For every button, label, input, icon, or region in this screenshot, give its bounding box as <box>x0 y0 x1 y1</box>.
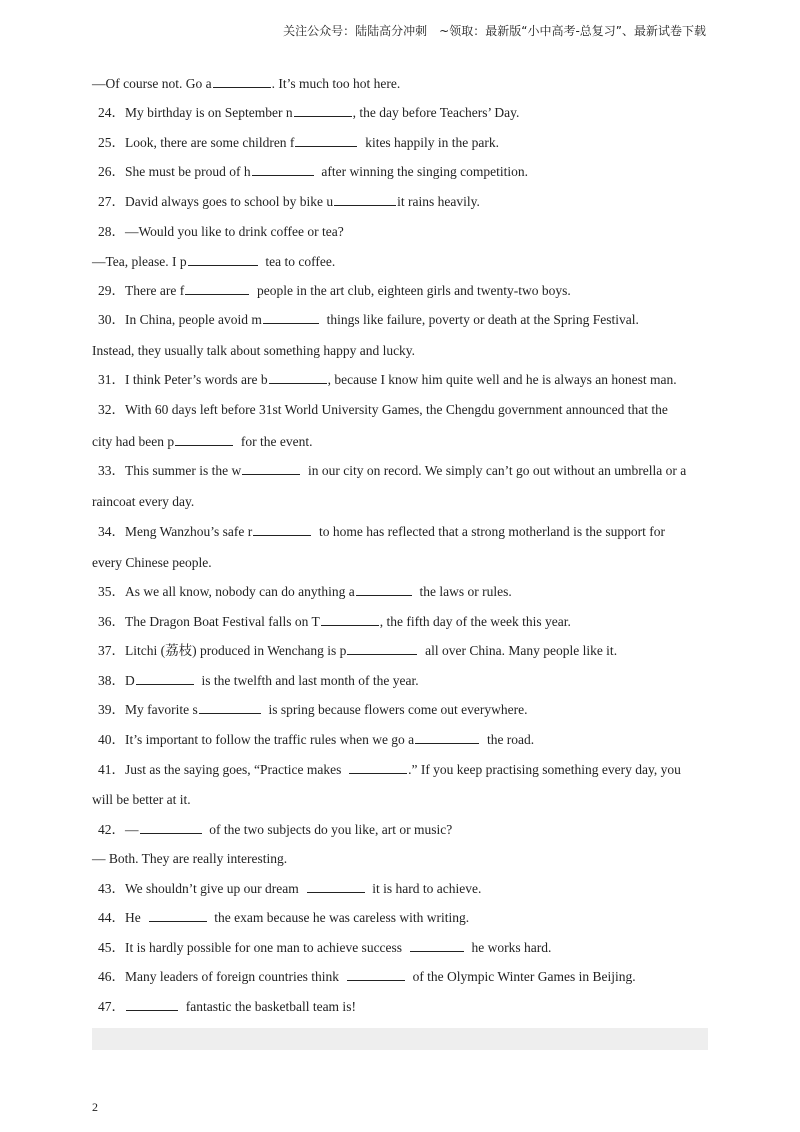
question-line <box>98 642 617 660</box>
answer-blank[interactable] <box>294 104 352 117</box>
line-text: is the twelfth and last month of the year. <box>194 673 419 688</box>
line-text: 37．Litchi (荔枝) produced in Wenchang is p <box>98 643 347 658</box>
line-text: people in the art club, eighteen girls and twenty-two boys. <box>250 283 571 298</box>
answer-area-shading <box>92 1028 708 1050</box>
line-text: 40．It’s important to follow the traffic rules when we go a <box>98 732 415 747</box>
continuation-line <box>92 75 400 93</box>
line-text: 44．He <box>98 910 148 925</box>
question-line <box>98 583 512 601</box>
question-line <box>98 880 481 898</box>
line-text: things like failure, poverty or death at the Spring Festival. <box>319 312 639 327</box>
line-text: kites happily in the park. <box>358 135 500 150</box>
line-text: 45．It is hardly possible for one man to achieve success <box>98 940 409 955</box>
question-line <box>98 282 571 300</box>
line-text: Instead, they usually talk about something happy and lucky. <box>92 343 416 358</box>
question-line <box>98 701 528 719</box>
line-text: .” If you keep practising something every day, you <box>408 762 681 777</box>
line-text: — Both. They are really interesting. <box>92 851 288 866</box>
line-text: will be better at it. <box>92 792 191 807</box>
line-text: is spring because flowers come out everywhere. <box>261 702 528 717</box>
answer-blank[interactable] <box>269 371 327 384</box>
line-text: 28．—Would you like to drink coffee or tea? <box>98 224 344 239</box>
line-text: 42．— <box>98 822 139 837</box>
question-line <box>98 163 528 181</box>
answer-blank[interactable] <box>140 821 202 834</box>
answer-blank[interactable] <box>356 583 412 596</box>
line-text: , because I know him quite well and he is always an honest man. <box>327 372 677 387</box>
line-text: 29．There are f <box>98 283 185 298</box>
question-line <box>98 761 681 779</box>
line-text: raincoat every day. <box>92 494 195 509</box>
line-text: 32．With 60 days left before 31st World University Games, the Chengdu government announced that the <box>98 402 668 417</box>
line-text: 25．Look, there are some children f <box>98 135 295 150</box>
page-header: 关注公众号：陆陆高分冲刺 ~领取：最新版“小中高考-总复习”、最新试卷下载 <box>283 24 706 38</box>
line-text: 39．My favorite s <box>98 702 198 717</box>
line-text: to home has reflected that a strong motherland is the support for <box>312 524 666 539</box>
line-text: , the day before Teachers’ Day. <box>352 105 520 120</box>
continuation-line <box>92 554 212 572</box>
question-line <box>98 462 686 480</box>
line-text: 34．Meng Wanzhou’s safe r <box>98 524 253 539</box>
line-text: 46．Many leaders of foreign countries think <box>98 969 346 984</box>
question-line <box>98 821 452 839</box>
line-text: 35．As we all know, nobody can do anything a <box>98 584 355 599</box>
answer-blank[interactable] <box>321 613 379 626</box>
line-text: the laws or rules. <box>412 584 512 599</box>
line-text: 33．This summer is the w <box>98 463 242 478</box>
question-line <box>98 909 469 927</box>
answer-blank[interactable] <box>252 163 314 176</box>
line-text: , the fifth day of the week this year. <box>379 614 571 629</box>
line-text: for the event. <box>234 434 313 449</box>
line-text: 30．In China, people avoid m <box>98 312 262 327</box>
question-line <box>98 223 344 241</box>
line-text: the exam because he was careless with writing. <box>207 910 470 925</box>
question-line <box>98 968 636 986</box>
line-text: 36．The Dragon Boat Festival falls on T <box>98 614 320 629</box>
continuation-line <box>92 253 335 271</box>
question-line <box>98 371 677 389</box>
line-text: the road. <box>480 732 535 747</box>
answer-blank[interactable] <box>263 311 319 324</box>
question-line <box>98 939 551 957</box>
answer-blank[interactable] <box>188 253 258 266</box>
question-line <box>98 134 499 152</box>
answer-blank[interactable] <box>175 433 233 446</box>
question-line <box>98 731 534 749</box>
line-text: of the Olympic Winter Games in Beijing. <box>405 969 636 984</box>
answer-blank[interactable] <box>253 523 311 536</box>
answer-blank[interactable] <box>199 701 261 714</box>
line-text: it is hard to achieve. <box>365 881 482 896</box>
continuation-line <box>92 342 415 360</box>
continuation-line <box>92 433 312 451</box>
continuation-line <box>92 850 287 868</box>
line-text: after winning the singing competition. <box>314 164 528 179</box>
line-text: . It’s much too hot here. <box>271 76 401 91</box>
line-text: 43．We shouldn’t give up our dream <box>98 881 306 896</box>
question-line <box>98 613 571 631</box>
line-text: he works hard. <box>464 940 552 955</box>
line-text: tea to coffee. <box>258 254 336 269</box>
question-line <box>98 523 665 541</box>
line-text: 26．She must be proud of h <box>98 164 251 179</box>
answer-blank[interactable] <box>415 731 479 744</box>
answer-blank[interactable] <box>126 998 178 1011</box>
page-number: 2 <box>92 1100 98 1114</box>
line-text: of the two subjects do you like, art or music? <box>202 822 453 837</box>
answer-blank[interactable] <box>347 968 405 981</box>
line-text: 47． <box>98 999 125 1014</box>
question-line <box>98 672 419 690</box>
question-line <box>98 193 480 211</box>
answer-blank[interactable] <box>295 134 357 147</box>
answer-blank[interactable] <box>136 672 194 685</box>
line-text: 24．My birthday is on September n <box>98 105 293 120</box>
answer-blank[interactable] <box>307 880 365 893</box>
answer-blank[interactable] <box>149 909 207 922</box>
line-text: —Of course not. Go a <box>92 76 212 91</box>
line-text: every Chinese people. <box>92 555 212 570</box>
line-text: 38．D <box>98 673 135 688</box>
line-text: it rains heavily. <box>397 194 480 209</box>
answer-blank[interactable] <box>213 75 271 88</box>
answer-blank[interactable] <box>349 761 407 774</box>
line-text: in our city on record. We simply can’t go out without an umbrella or a <box>301 463 687 478</box>
line-text: fantastic the basketball team is! <box>179 999 356 1014</box>
question-line <box>98 104 519 122</box>
line-text: 41．Just as the saying goes, “Practice makes <box>98 762 349 777</box>
answer-blank[interactable] <box>410 939 464 952</box>
line-text: —Tea, please. I p <box>92 254 187 269</box>
answer-blank[interactable] <box>185 282 249 295</box>
line-text: city had been p <box>92 434 175 449</box>
question-line <box>98 311 639 329</box>
answer-blank[interactable] <box>347 642 417 655</box>
line-text: 31．I think Peter’s words are b <box>98 372 268 387</box>
continuation-line <box>92 791 191 809</box>
line-text: all over China. Many people like it. <box>418 643 618 658</box>
continuation-line <box>92 493 194 511</box>
question-line <box>98 998 356 1016</box>
answer-blank[interactable] <box>242 462 300 475</box>
line-text: 27．David always goes to school by bike u <box>98 194 334 209</box>
question-line <box>98 401 668 419</box>
answer-blank[interactable] <box>334 193 396 206</box>
